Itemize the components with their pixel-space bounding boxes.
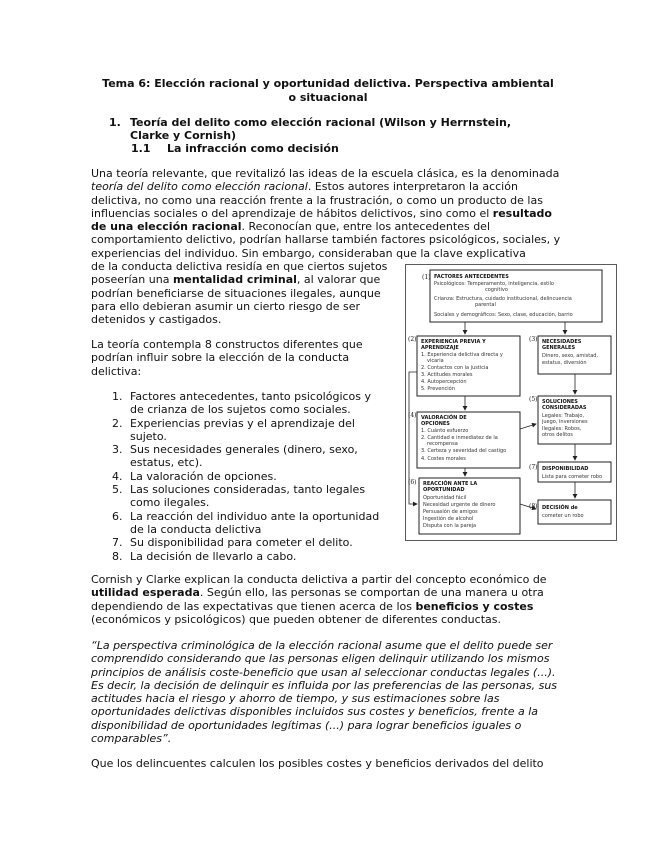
section-heading-line-1: Teoría del delito como elección racional (Wilson y Herrnstein, xyxy=(130,116,512,129)
box5-title: SOLUCIONES xyxy=(542,399,578,405)
list-item xyxy=(112,470,384,483)
list-item xyxy=(112,390,384,417)
box4-title: VALORACIÓN DE xyxy=(421,415,467,421)
list-item xyxy=(112,550,384,563)
list-text: Experiencias previas y el aprendizaje del sujeto. xyxy=(130,416,355,443)
list-text: Las soluciones consideradas, tanto legales como ilegales. xyxy=(130,483,366,510)
box3-line: estatus, diversión xyxy=(542,360,587,366)
list-text: Sus necesidades generales (dinero, sexo, estatus, etc). xyxy=(130,443,358,470)
list-text: La valoración de opciones. xyxy=(130,469,277,483)
box1-line: Sociales y demográficos: Sexo, clase, educación, barrio xyxy=(434,312,573,318)
section-number: 1. xyxy=(109,116,121,129)
list-text: Su disponibilidad para cometer el delito. xyxy=(130,536,353,550)
box7-line: Lista para cometer robo xyxy=(542,474,603,480)
box2-line: 5. Prevención xyxy=(421,386,455,392)
list-number: 2. xyxy=(112,416,123,430)
p2-text-1: de la conducta delictiva residía en que ciertos sujetos poseerían una xyxy=(91,260,388,287)
box4-line: 2. Cantidad e inmediatez de la xyxy=(421,435,498,441)
box1-line: parental xyxy=(475,302,496,308)
p1-italic-term: teoría del delito como elección racional xyxy=(91,180,308,194)
box8-title: DECISIÓN de xyxy=(542,505,578,511)
box2-line: 3. Actitudes morales xyxy=(421,372,473,378)
box1-line: cognitivo xyxy=(485,287,508,293)
box3-number: (3) xyxy=(529,336,538,343)
box6-line: Ingestión de alcohol xyxy=(423,516,474,522)
list-item xyxy=(112,483,384,510)
box7-number: (7) xyxy=(529,464,538,471)
box2-title: EXPERIENCIA PREVIA Y xyxy=(421,339,486,345)
box3-title: NECESIDADES xyxy=(542,339,582,345)
list-item xyxy=(112,443,384,470)
paragraph-mentality xyxy=(91,260,389,326)
list-text: La reacción del individuo ante la oportunidad de la conducta delictiva xyxy=(130,509,380,536)
list-number: 5. xyxy=(112,483,123,497)
box5-line: juego, inversiones xyxy=(542,419,588,425)
box4-title: OPCIONES xyxy=(421,421,450,427)
section-heading-text xyxy=(109,116,549,142)
box8-number: (8) xyxy=(529,503,538,510)
p1-text-3: . Estos autores interpretaron la acción delictiva, no como una reacción frente a la frustración, o como un producto de las influencias sociales o del aprendizaje de hábitos delictivos, sino como el xyxy=(91,180,543,220)
list-number: 8. xyxy=(112,549,123,563)
p4-bold-term-2: beneficios y costes xyxy=(415,599,534,613)
box2-line: 1. Experiencia delictiva directa y xyxy=(421,352,503,358)
box6-number: (6) xyxy=(408,479,417,486)
title-line-2: o situacional xyxy=(288,91,368,104)
box8-line: cometer un robo xyxy=(542,513,584,519)
section-heading-line-2: Clarke y Cornish) xyxy=(130,129,237,142)
box6-title: OPORTUNIDAD xyxy=(423,487,465,493)
box6-line: Oportunidad fácil xyxy=(423,495,467,501)
p4-text-5: (económicos y psicológicos) que pueden obtener de diferentes conductas. xyxy=(91,612,501,626)
p1-text-1: Una teoría relevante, que revitalizó las ideas de la escuela clásica, es la denominada xyxy=(91,167,560,180)
box4-line: 3. Certeza y severidad del castigo xyxy=(421,448,507,454)
box4-line: recompensa xyxy=(427,441,458,447)
title-line-1: Tema 6: Elección racional y oportunidad delictiva. Perspectiva ambiental xyxy=(102,77,554,90)
box5-line: otros delitos xyxy=(542,432,573,438)
box1-line: Psicológicos: Temperamento, inteligencia, estilo xyxy=(434,281,554,287)
list-number: 7. xyxy=(112,536,123,550)
box6-line: Disputa con la pareja xyxy=(423,523,477,529)
box4-line: 4. Costes morales xyxy=(421,456,466,462)
paragraph-constructs: La teoría contempla 8 constructos diferentes que podrían influir sobre la elección de la conducta delictiva: xyxy=(91,338,363,378)
subsection-heading xyxy=(131,142,339,155)
list-number: 1. xyxy=(112,390,123,403)
diagram-svg xyxy=(405,264,617,541)
box6-line: Persuasión de amigos xyxy=(423,509,478,515)
paragraph-final: Que los delincuentes calculen los posibles costes y beneficios derivados del delito xyxy=(91,757,544,770)
box2-title: APRENDIZAJE xyxy=(421,345,459,351)
box6-title: REACCIÓN ANTE LA xyxy=(423,481,478,487)
p2-text-3: , al valorar que podrían beneficiarse de situaciones ilegales, aunque para ello debieran asumir un cierto riesgo de ser detenidos y castigados. xyxy=(91,273,381,327)
box5-number: (5) xyxy=(529,396,538,403)
list-number: 3. xyxy=(112,443,123,457)
subsection-number: 1.1 xyxy=(131,142,151,155)
list-text: La decisión de llevarlo a cabo. xyxy=(130,549,297,563)
box2-line: vicaria xyxy=(427,358,444,364)
box5-title: CONSIDERADAS xyxy=(542,405,587,411)
list-number: 4. xyxy=(112,469,123,483)
section-heading xyxy=(109,116,549,142)
box1-line: Crianza: Estructura, cuidado institucional, delincuencia xyxy=(434,296,572,302)
box3-title: GENERALES xyxy=(542,345,576,351)
p4-text-3: . Según ello, las personas se comportan de una manera u otra dependiendo de las expectativas que tienen acerca de los xyxy=(91,586,544,613)
box2-line: 4. Autopercepción xyxy=(421,379,467,385)
box7-title: DISPONIBILIDAD xyxy=(542,466,589,472)
p1-bold-term: resultado de una elección racional xyxy=(91,206,552,234)
list-item xyxy=(112,510,384,537)
p4-text-1: Cornish y Clarke explican la conducta delictiva a partir del concepto económico de xyxy=(91,573,547,586)
list-item xyxy=(112,536,384,549)
box5-line: Ilegales: Robos, xyxy=(542,426,582,432)
paragraph-expected-utility xyxy=(91,573,571,626)
box2-number: (2) xyxy=(408,336,417,343)
box6-line: Necesidad urgente de dinero xyxy=(423,502,496,508)
box1-title: FACTORES ANTECEDENTES xyxy=(434,274,509,280)
subsection-heading-text: La infracción como decisión xyxy=(167,142,339,155)
box1-number: (1) xyxy=(422,274,431,281)
rational-choice-diagram xyxy=(405,264,617,541)
constructs-list xyxy=(112,390,384,563)
box8-decision xyxy=(538,500,611,524)
box5-line: Legales: Trabajo, xyxy=(542,413,585,419)
p2-bold-term: mentalidad criminal xyxy=(172,273,297,287)
box4-number: (4) xyxy=(408,412,417,419)
list-text: Factores antecedentes, tanto psicológicos y de crianza de los sujetos como sociales. xyxy=(130,390,372,417)
p1-text-5: . Reconocían que, entre los antecedentes del comportamiento delictivo, podrían hallarse también factores psicológicos, sociales, y experiencias del individuo. Sin embargo, consideraban que la clave explicativa xyxy=(91,220,561,260)
paragraph-intro xyxy=(91,167,571,260)
box3-line: Dinero, sexo, amistad, xyxy=(542,353,599,359)
box4-line: 1. Cuánto esfuerzo xyxy=(421,428,469,434)
page-title xyxy=(86,77,570,105)
box2-line: 2. Contactos con la justicia xyxy=(421,365,489,371)
block-quote: “La perspectiva criminológica de la elección racional asume que el delito puede ser comprendido considerando que las personas eligen delinquir utilizando los mismos principios de análisis coste-beneficio que usan al seleccionar conductas legales (...). Es decir, la decisión de delinquir es influida por las preferencias de las personas, sus actitudes hacia el riesgo y ahorro de tiempo, y sus estimaciones sobre las oportunidades delictivas disponibles incluidos sus costes y beneficios, frente a la disponibilidad de oportunidades legítimas (...) para lograr beneficios iguales o comparables”. xyxy=(91,639,558,746)
p4-bold-term: utilidad esperada xyxy=(91,586,200,600)
list-number: 6. xyxy=(112,509,123,523)
list-item xyxy=(112,417,384,444)
